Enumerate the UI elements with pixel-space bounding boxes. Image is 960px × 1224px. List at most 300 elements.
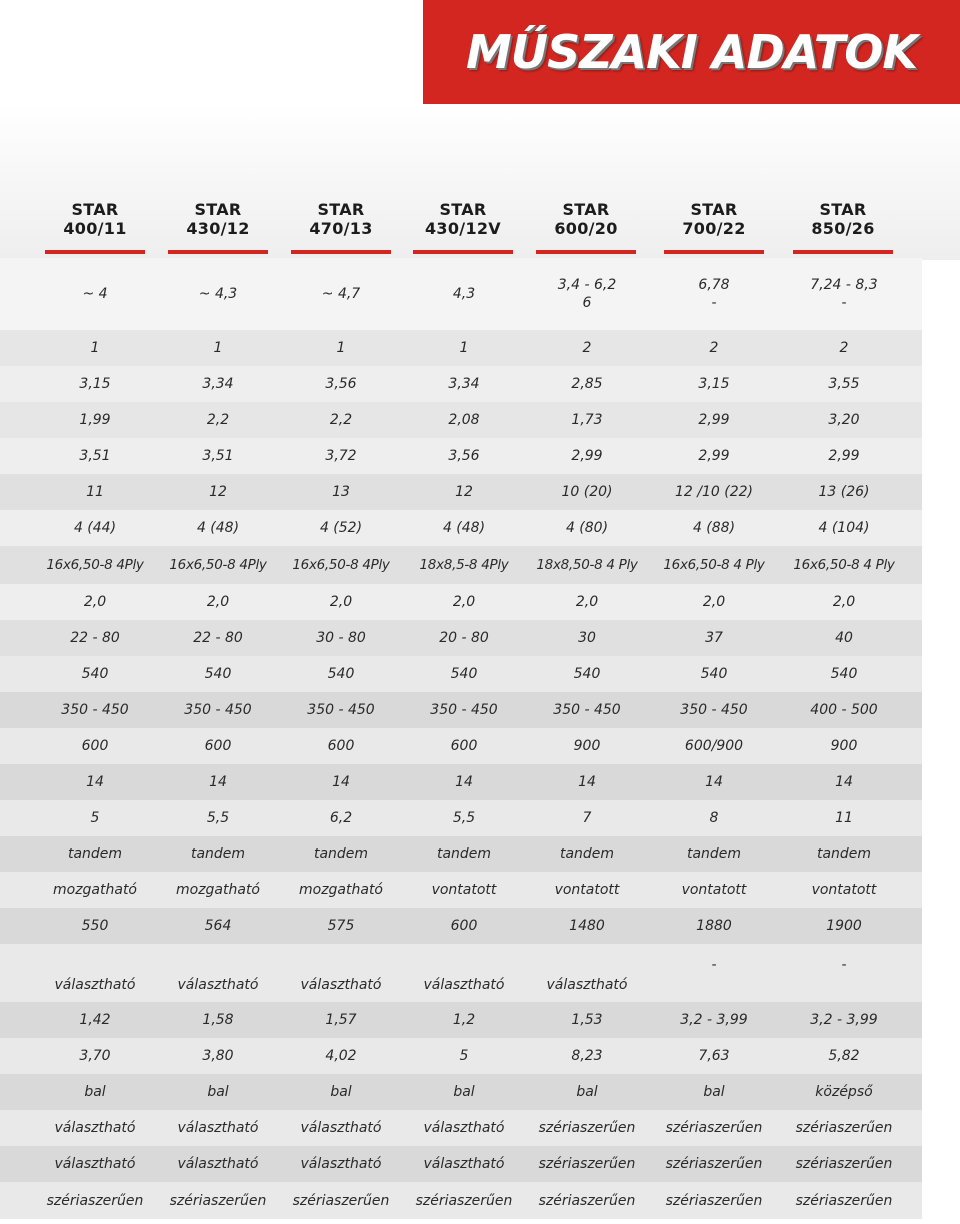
- table-cell: [783, 258, 905, 330]
- table-cell: [783, 1038, 905, 1074]
- table-cell-value: 2: [839, 340, 849, 356]
- table-cell: [783, 438, 905, 474]
- table-cell: [34, 1002, 156, 1038]
- table-cell-value: 350 - 450: [307, 702, 375, 718]
- table-cell-value: -: [711, 957, 717, 973]
- column-header-model: 430/12V: [425, 219, 501, 238]
- table-cell-value: szériaszerűen: [538, 1156, 636, 1172]
- table-cell: [280, 438, 402, 474]
- table-cell-value: 18x8,5-8 4Ply: [419, 557, 509, 573]
- table-cell: [783, 692, 905, 728]
- table-cell: [34, 510, 156, 546]
- table-cell: [783, 510, 905, 546]
- table-cell: [403, 584, 525, 620]
- table-cell: [157, 438, 279, 474]
- table-cell: [280, 1002, 402, 1038]
- table-cell-value: 1880: [696, 918, 732, 934]
- table-cell: [34, 366, 156, 402]
- table-cell-value: választható: [177, 1120, 259, 1136]
- table-cell-value: 11: [86, 484, 104, 500]
- table-cell: [526, 764, 648, 800]
- table-row: [0, 692, 922, 728]
- table-row: [0, 330, 922, 366]
- table-cell-value: szériaszerűen: [292, 1192, 390, 1209]
- table-cell-value: 600/900: [684, 738, 744, 754]
- column-header-brand: STAR: [819, 200, 867, 219]
- table-cell-value: 3,34: [202, 376, 234, 392]
- table-cell-value: választható: [177, 977, 259, 993]
- table-cell: [157, 944, 279, 1002]
- table-cell-value: bal: [330, 1084, 352, 1100]
- table-cell-value: szériaszerűen: [538, 1120, 636, 1136]
- table-cell-value: 8,23: [571, 1048, 603, 1064]
- column-header-brand: STAR: [690, 200, 738, 219]
- table-cell-value: választható: [423, 977, 505, 993]
- table-cell-value: szériaszerűen: [46, 1192, 144, 1209]
- table-cell: [403, 728, 525, 764]
- table-cell-value: 4 (104): [818, 520, 870, 536]
- table-cell-value: választható: [546, 977, 628, 993]
- table-row: [0, 584, 922, 620]
- table-row: [0, 366, 922, 402]
- table-cell: [157, 1074, 279, 1110]
- table-cell: [526, 728, 648, 764]
- table-row: [0, 908, 922, 944]
- table-cell: [34, 620, 156, 656]
- table-cell: [34, 1182, 156, 1219]
- table-cell: [783, 584, 905, 620]
- table-cell-value: bal: [207, 1084, 229, 1100]
- table-cell: [34, 438, 156, 474]
- table-cell: [783, 620, 905, 656]
- table-cell: [783, 1182, 905, 1219]
- table-cell: [526, 1146, 648, 1182]
- table-cell-value: ~ 4: [82, 286, 108, 302]
- table-cell-value: szériaszerűen: [795, 1120, 893, 1136]
- table-cell: [403, 258, 525, 330]
- table-cell: [653, 1146, 775, 1182]
- column-headers: [0, 200, 922, 258]
- table-cell-value: 14: [705, 774, 723, 790]
- table-cell-value: 4 (44): [73, 520, 117, 536]
- table-cell: [280, 800, 402, 836]
- table-cell-value: választható: [300, 977, 382, 993]
- table-cell-value: 20 - 80: [439, 630, 489, 646]
- table-cell: [653, 510, 775, 546]
- table-cell-value: 6,78: [698, 277, 730, 293]
- table-cell: [653, 474, 775, 510]
- table-cell: [34, 584, 156, 620]
- table-cell-value: 1,99: [79, 412, 111, 428]
- table-cell: [783, 872, 905, 908]
- table-cell-value: mozgatható: [52, 882, 137, 898]
- table-cell: [653, 764, 775, 800]
- table-cell: [783, 800, 905, 836]
- column-header-model: 430/12: [186, 219, 250, 238]
- table-cell-value: 3,51: [202, 448, 234, 464]
- table-cell-value: középső: [815, 1084, 873, 1100]
- table-cell-value: 540: [700, 666, 728, 682]
- table-cell: [280, 1110, 402, 1146]
- table-cell-value: 30 - 80: [316, 630, 366, 646]
- column-header-brand: STAR: [71, 200, 119, 219]
- table-cell-value: 3,72: [325, 448, 357, 464]
- table-cell: [280, 872, 402, 908]
- table-cell-value: választható: [423, 1156, 505, 1172]
- table-cell: [783, 474, 905, 510]
- table-cell-value: bal: [703, 1084, 725, 1100]
- table-cell: [526, 692, 648, 728]
- table-cell-value: 600: [450, 918, 478, 934]
- table-cell-value: 540: [450, 666, 478, 682]
- table-cell: [783, 1074, 905, 1110]
- table-cell: [34, 836, 156, 872]
- table-cell-value: 575: [327, 918, 355, 934]
- table-cell: [653, 908, 775, 944]
- table-row: [0, 764, 922, 800]
- table-cell-value: 1480: [569, 918, 605, 934]
- column-header: [45, 200, 145, 258]
- table-cell-value: 3,34: [448, 376, 480, 392]
- table-cell: [280, 474, 402, 510]
- table-cell: [653, 800, 775, 836]
- table-cell-value: 1,2: [452, 1012, 476, 1028]
- table-cell-value: 600: [450, 738, 478, 754]
- table-cell: [783, 908, 905, 944]
- table-cell: [783, 330, 905, 366]
- table-cell: [403, 692, 525, 728]
- table-cell-value: 6,2: [329, 810, 353, 826]
- table-cell: [526, 1002, 648, 1038]
- table-cell-value: 13 (26): [818, 484, 870, 500]
- column-header: [536, 200, 636, 258]
- table-cell-value: 350 - 450: [184, 702, 252, 718]
- table-cell: [526, 1110, 648, 1146]
- table-cell: [526, 330, 648, 366]
- table-cell-value: bal: [576, 1084, 598, 1100]
- table-cell: [157, 908, 279, 944]
- table-cell-value: 3,80: [202, 1048, 234, 1064]
- table-cell-value: 14: [332, 774, 350, 790]
- table-cell: [403, 908, 525, 944]
- table-cell: [403, 402, 525, 438]
- table-row: [0, 944, 922, 1002]
- table-cell: [526, 258, 648, 330]
- table-cell-value: 22 - 80: [70, 630, 120, 646]
- table-cell-value: 10 (20): [561, 484, 613, 500]
- table-cell-value: vontatott: [811, 882, 877, 898]
- table-cell-value: 12 /10 (22): [675, 484, 753, 500]
- table-cell: [280, 908, 402, 944]
- table-cell: [526, 510, 648, 546]
- table-cell-value: 1: [459, 340, 469, 356]
- table-cell-value: 540: [830, 666, 858, 682]
- column-header-model: 700/22: [682, 219, 746, 238]
- table-cell-value: tandem: [313, 846, 369, 862]
- table-cell: [783, 1002, 905, 1038]
- table-cell: [526, 872, 648, 908]
- table-cell: [403, 1038, 525, 1074]
- table-cell-value: 1,73: [571, 412, 603, 428]
- table-cell-value: 1900: [826, 918, 862, 934]
- table-row: [0, 546, 922, 584]
- table-cell: [403, 764, 525, 800]
- table-cell: [526, 620, 648, 656]
- table-cell: [403, 1074, 525, 1110]
- table-cell: [157, 402, 279, 438]
- column-header-model: 400/11: [63, 219, 127, 238]
- table-cell: [653, 1038, 775, 1074]
- table-cell-value: 600: [81, 738, 109, 754]
- table-cell: [526, 1038, 648, 1074]
- table-cell-value: 3,51: [79, 448, 111, 464]
- table-cell-value: szériaszerűen: [415, 1192, 513, 1209]
- table-cell: [653, 258, 775, 330]
- table-row: [0, 1074, 922, 1110]
- table-cell-value: 900: [573, 738, 601, 754]
- table-cell: [280, 366, 402, 402]
- table-row: [0, 510, 922, 546]
- table-cell-value: 350 - 450: [680, 702, 748, 718]
- table-cell-value: 2,0: [575, 594, 599, 610]
- table-cell: [157, 764, 279, 800]
- column-header-underline: [536, 250, 636, 254]
- table-cell-value: bal: [84, 1084, 106, 1100]
- table-cell-value: 3,56: [325, 376, 357, 392]
- table-cell: [653, 1110, 775, 1146]
- table-cell: [34, 764, 156, 800]
- table-cell: [403, 474, 525, 510]
- table-cell: [280, 1074, 402, 1110]
- table-cell: [526, 908, 648, 944]
- column-header-model: 470/13: [309, 219, 373, 238]
- table-cell: [526, 366, 648, 402]
- table-cell: [34, 258, 156, 330]
- table-cell-value: 600: [204, 738, 232, 754]
- table-cell: [526, 438, 648, 474]
- column-header-underline: [45, 250, 145, 254]
- table-cell-value: 4,02: [325, 1048, 357, 1064]
- table-cell: [783, 656, 905, 692]
- table-cell: [403, 330, 525, 366]
- column-header: [291, 200, 391, 258]
- table-cell: [34, 656, 156, 692]
- table-cell-value: 2,0: [452, 594, 476, 610]
- column-header: [664, 200, 764, 258]
- table-cell-value: szériaszerűen: [665, 1120, 763, 1136]
- table-cell: [157, 1038, 279, 1074]
- table-cell-value: választható: [54, 977, 136, 993]
- table-cell: [526, 944, 648, 1002]
- table-cell: [157, 1110, 279, 1146]
- table-row: [0, 438, 922, 474]
- table-cell-value: 3,15: [698, 376, 730, 392]
- table-cell-value: 4 (88): [692, 520, 736, 536]
- column-header-underline: [413, 250, 513, 254]
- table-cell: [157, 1146, 279, 1182]
- table-cell-value: választható: [300, 1156, 382, 1172]
- table-cell: [783, 1110, 905, 1146]
- table-cell-value: 1: [336, 340, 346, 356]
- table-cell-value: 4 (48): [196, 520, 240, 536]
- table-cell-value: 13: [332, 484, 350, 500]
- table-cell-value: 2: [709, 340, 719, 356]
- column-header-underline: [291, 250, 391, 254]
- table-cell: [526, 656, 648, 692]
- table-cell-value: 3,4 - 6,2: [557, 277, 617, 293]
- column-header: [793, 200, 893, 258]
- table-cell: [280, 692, 402, 728]
- table-cell-value: 1,53: [571, 1012, 603, 1028]
- table-cell-value: mozgatható: [298, 882, 383, 898]
- table-row: [0, 474, 922, 510]
- table-row: [0, 620, 922, 656]
- column-header-underline: [664, 250, 764, 254]
- table-cell: [157, 872, 279, 908]
- table-cell-value: 2,2: [329, 412, 353, 428]
- table-cell-value: 2,0: [329, 594, 353, 610]
- column-header: [413, 200, 513, 258]
- table-cell-value: 14: [835, 774, 853, 790]
- table-cell: [280, 546, 402, 584]
- table-cell: [34, 944, 156, 1002]
- table-cell: [280, 836, 402, 872]
- table-cell: [403, 944, 525, 1002]
- table-cell: [653, 402, 775, 438]
- table-cell-value: 540: [327, 666, 355, 682]
- table-row: [0, 872, 922, 908]
- table-cell: [34, 728, 156, 764]
- table-cell-value: vontatott: [681, 882, 747, 898]
- table-cell-value: 7,24 - 8,3: [810, 277, 878, 293]
- table-cell-value: választható: [300, 1120, 382, 1136]
- table-cell: [403, 366, 525, 402]
- table-cell-value: 2,99: [698, 448, 730, 464]
- table-cell-value: 14: [578, 774, 596, 790]
- table-cell: [526, 546, 648, 584]
- table-cell-value: 14: [86, 774, 104, 790]
- table-cell-value: 16x6,50-8 4Ply: [292, 557, 390, 573]
- table-cell: [526, 402, 648, 438]
- table-cell: [157, 836, 279, 872]
- table-cell-value: 5: [459, 1048, 469, 1064]
- table-cell: [403, 546, 525, 584]
- table-cell-value: 5,5: [206, 810, 230, 826]
- table-cell-value: 4,3: [452, 286, 476, 302]
- table-cell: [280, 258, 402, 330]
- table-cell: [526, 836, 648, 872]
- title-banner: [423, 0, 960, 104]
- table-cell-value: 4 (48): [442, 520, 486, 536]
- table-cell-value: -: [711, 295, 717, 311]
- table-cell: [34, 402, 156, 438]
- table-cell: [783, 764, 905, 800]
- table-row: [0, 1038, 922, 1074]
- table-cell-value: -: [841, 957, 847, 973]
- table-cell: [403, 510, 525, 546]
- column-header-underline: [168, 250, 268, 254]
- table-cell: [157, 1182, 279, 1219]
- table-cell: [403, 800, 525, 836]
- table-row: [0, 258, 922, 330]
- table-cell-value: 600: [327, 738, 355, 754]
- table-row: [0, 728, 922, 764]
- table-cell-value: 2,99: [828, 448, 860, 464]
- table-cell-value: választható: [177, 1156, 259, 1172]
- table-row: [0, 800, 922, 836]
- table-cell-value: 3,56: [448, 448, 480, 464]
- table-cell-value: 2,08: [448, 412, 480, 428]
- column-header-model: 850/26: [811, 219, 875, 238]
- table-row: [0, 656, 922, 692]
- table-cell: [34, 474, 156, 510]
- table-cell-value: 400 - 500: [810, 702, 878, 718]
- table-row: [0, 402, 922, 438]
- table-cell-value: 16x6,50-8 4Ply: [169, 557, 267, 573]
- table-cell: [653, 620, 775, 656]
- table-cell: [653, 728, 775, 764]
- table-cell: [403, 836, 525, 872]
- table-cell-value: 5: [90, 810, 100, 826]
- table-cell-value: 8: [709, 810, 719, 826]
- column-header-model: 600/20: [554, 219, 618, 238]
- column-header-brand: STAR: [439, 200, 487, 219]
- table-cell-value: 1: [213, 340, 223, 356]
- table-cell-value: szériaszerűen: [795, 1156, 893, 1172]
- table-cell: [280, 944, 402, 1002]
- table-cell: [157, 546, 279, 584]
- page-title: MŰSZAKI ADATOK: [465, 25, 918, 79]
- table-cell: [403, 872, 525, 908]
- table-cell-value: szériaszerűen: [665, 1192, 763, 1209]
- table-cell-value: 2: [582, 340, 592, 356]
- table-cell-value: 22 - 80: [193, 630, 243, 646]
- table-cell: [157, 474, 279, 510]
- table-cell: [653, 1002, 775, 1038]
- table-cell-value: 1,42: [79, 1012, 111, 1028]
- table-cell-value: 18x8,50-8 4 Ply: [536, 557, 638, 573]
- table-cell-value: 7: [582, 810, 592, 826]
- table-cell: [783, 1146, 905, 1182]
- table-cell-value: vontatott: [431, 882, 497, 898]
- table-row: [0, 1182, 922, 1219]
- table-cell: [403, 1110, 525, 1146]
- table-cell-value: tandem: [686, 846, 742, 862]
- table-cell-value: szériaszerűen: [538, 1192, 636, 1209]
- table-cell-value: 540: [573, 666, 601, 682]
- table-cell-value: 6: [582, 295, 592, 311]
- table-cell: [526, 1074, 648, 1110]
- table-cell: [653, 656, 775, 692]
- table-cell: [34, 908, 156, 944]
- table-cell-value: szériaszerűen: [169, 1192, 267, 1209]
- table-cell-value: tandem: [436, 846, 492, 862]
- table-cell-value: 3,70: [79, 1048, 111, 1064]
- table-cell: [653, 584, 775, 620]
- table-cell-value: 14: [455, 774, 473, 790]
- table-cell-value: 2,0: [83, 594, 107, 610]
- table-cell-value: tandem: [816, 846, 872, 862]
- table-cell-value: 540: [204, 666, 232, 682]
- table-cell: [280, 764, 402, 800]
- table-cell-value: 3,15: [79, 376, 111, 392]
- table-cell-value: 11: [835, 810, 853, 826]
- table-row: [0, 1146, 922, 1182]
- table-cell-value: 14: [209, 774, 227, 790]
- table-cell-value: 2,0: [832, 594, 856, 610]
- table-cell: [783, 728, 905, 764]
- table-row: [0, 836, 922, 872]
